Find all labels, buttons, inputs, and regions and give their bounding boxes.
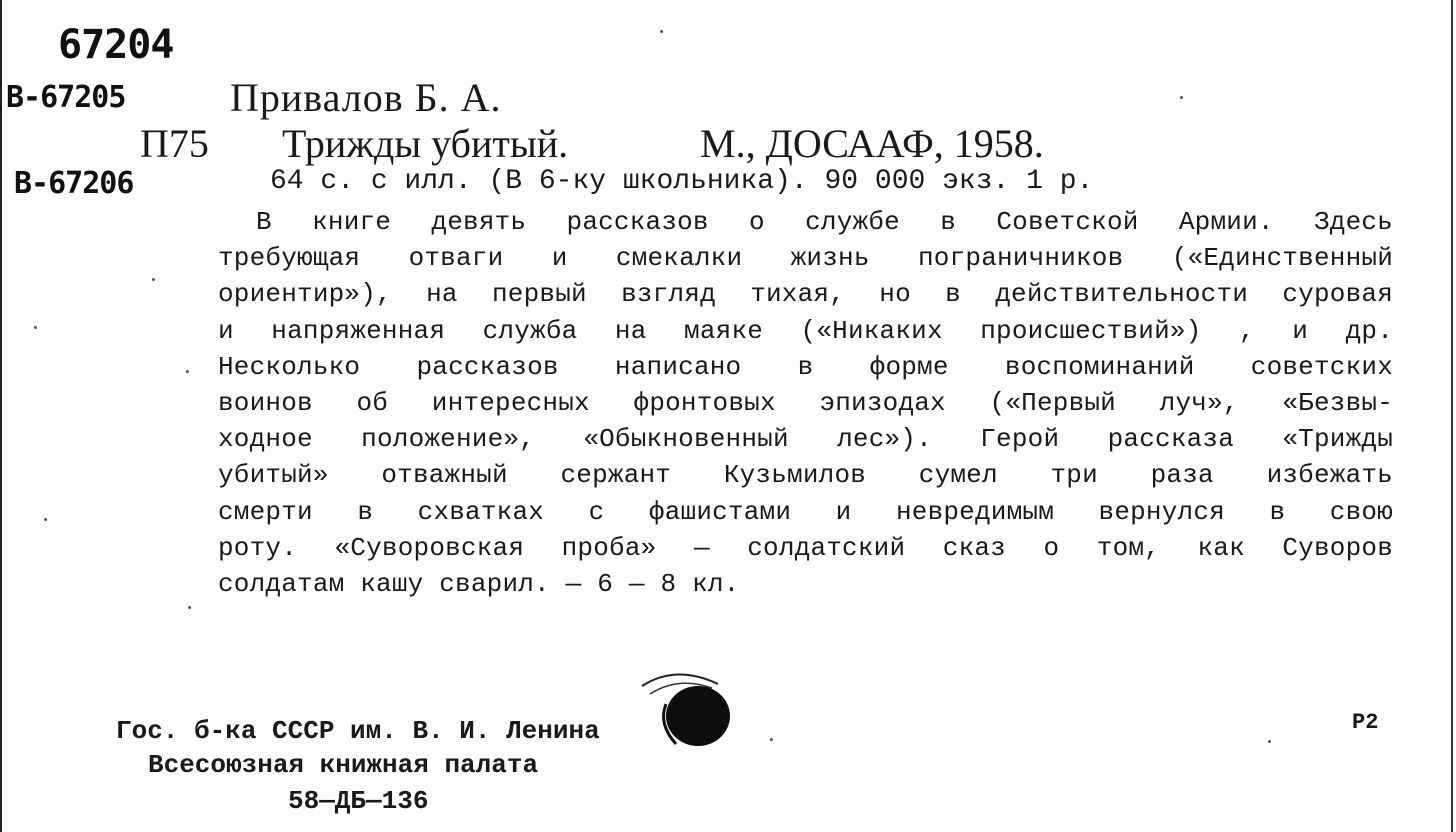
annotation-line: и напряженная служба на маяке («Никаких происшествий») , и др. <box>218 315 1393 346</box>
speck <box>770 738 773 741</box>
annotation-line: Несколько рассказов написано в форме воспоминаний советских <box>218 351 1393 382</box>
book-title: Трижды убитый. <box>282 121 569 166</box>
annotation-line: воинов об интересных фронтовых эпизодах («Первый луч», «Безвы- <box>218 388 1393 419</box>
book-chamber: Всесоюзная книжная палата <box>148 750 539 780</box>
annotation-line: требующая отваги и смекалки жизнь пограничников («Единственный <box>218 243 1393 274</box>
annotation-line: ходное положение», «Обыкновенный лес»). Герой рассказа «Трижды <box>218 424 1393 455</box>
handwritten-number-3: В-67206 <box>14 166 134 201</box>
punch-hole-icon <box>636 664 746 754</box>
speck <box>188 606 191 609</box>
speck <box>1268 740 1271 743</box>
speck <box>660 30 663 33</box>
card-left-edge <box>0 0 2 832</box>
annotation-line: В книге девять рассказов о службе в Советской Армии. Здесь <box>256 207 1393 237</box>
annotation-line: роту. «Суворовская проба» — солдатский сказ о том, как Суворов <box>218 532 1393 563</box>
handwritten-number-2: В-67205 <box>6 80 126 115</box>
handwritten-number-1: 67204 <box>58 22 174 68</box>
imprint: М., ДОСААФ, 1958. <box>700 121 1044 166</box>
collation: 64 с. с илл. (В 6-ку школьника). 90 000 экз. 1 р. <box>270 166 1094 197</box>
speck <box>1180 96 1183 99</box>
annotation-line: ориентир»), на первый взгляд тихая, но в действительности суровая <box>218 279 1393 310</box>
card-right-edge <box>1451 0 1453 832</box>
annotation-line: убитый» отважный сержант Кузьмилов сумел три раза избежать <box>218 460 1393 491</box>
speck <box>34 326 37 329</box>
corner-mark: Р2 <box>1352 710 1379 735</box>
speck <box>152 278 155 281</box>
author-heading: Привалов Б. А. <box>230 75 502 120</box>
library-name: Гос. б-ка СССР им. В. И. Ленина <box>116 716 600 746</box>
speck <box>44 518 47 521</box>
card-number: 58—ДБ—136 <box>288 786 429 816</box>
annotation <box>218 204 1393 602</box>
call-number: П75 <box>140 121 209 166</box>
annotation-line: солдатам кашу сварил. — 6 — 8 кл. <box>218 569 740 600</box>
annotation-line: смерти в схватках с фашистами и невредимым вернулся в свою <box>218 496 1393 527</box>
speck <box>186 370 189 373</box>
